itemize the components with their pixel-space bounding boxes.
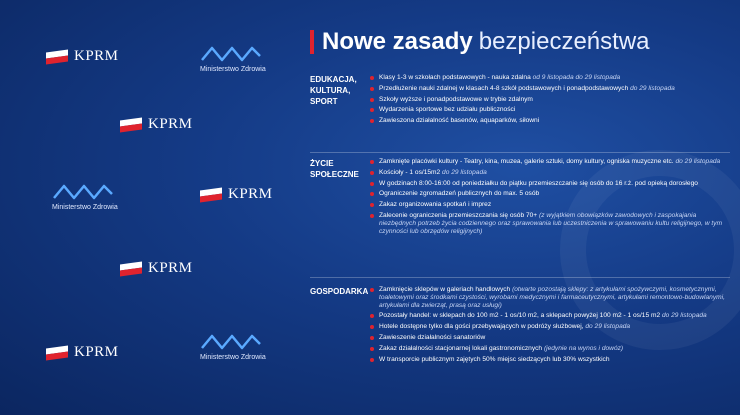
ministry-of-health-logo [52, 180, 118, 211]
list-item [370, 312, 730, 320]
item-highlight: od 9 listopada do 29 listopada [532, 74, 621, 81]
list-item [370, 85, 730, 93]
item-text: Pozostały handel: w sklepach do 100 m2 - 1 os/10 m2, a sklepach powyżej 100 m2 - 1 os/15 m2 [379, 312, 661, 320]
item-text: Zawieszona działalność basenów, aquaparków, siłowni [379, 117, 540, 125]
title-accent-bar [310, 30, 314, 54]
list-item [370, 212, 730, 235]
list-item [370, 117, 730, 125]
section-economy [310, 286, 730, 411]
section-label: EDUKACJA, KULTURA, SPORT [310, 75, 357, 106]
item-text: Zalecenie ograniczenia przemieszczania się osób 70+ [379, 211, 538, 219]
kprm-logo-text: KPRM [148, 116, 193, 132]
item-highlight: (otwarte pozostają sklepy: z artykułami spożywczymi, kosmetycznymi, toaletowymi oraz środkami czystości, wyrobami medycznymi i farmaceutycznymi, artykułami remontowo-budowlanymi, artykułami dla zwierząt, prasą oraz usługi) [379, 286, 725, 309]
item-highlight: do 29 listopada [675, 158, 721, 165]
item-text: Zamknięte placówki kultury - Teatry, kina, muzea, galerie sztuki, domy kultury, ogniska muzyczne etc. [379, 158, 674, 165]
kprm-logo [120, 116, 193, 133]
list-item [370, 286, 730, 309]
item-highlight: do 29 listopada [630, 84, 675, 92]
list-item [370, 74, 730, 82]
item-text: Klasy 1-3 w szkołach podstawowych - nauka zdalna [379, 74, 531, 81]
list-item [370, 190, 730, 198]
ministry-of-health-icon [200, 42, 262, 64]
polish-flag-icon [120, 261, 142, 276]
section-label: ŻYCIE SPOŁECZNE [310, 159, 359, 179]
title-light-part: bezpieczeństwa [478, 28, 650, 55]
section-label: GOSPODARKA [310, 287, 369, 296]
section-education-culture-sport [310, 74, 730, 152]
section-item-list [370, 286, 730, 366]
item-highlight: do 29 listopada [585, 323, 631, 331]
kprm-logo [46, 344, 119, 361]
list-item [370, 169, 730, 177]
ministry-of-health-logo [200, 330, 266, 361]
ministry-of-health-icon [52, 180, 114, 202]
section-social-life [310, 158, 730, 276]
section-divider [310, 277, 730, 278]
item-text: Ograniczenie zgromadzeń publicznych do max. 5 osób [379, 190, 540, 198]
kprm-logo-text: KPRM [228, 186, 273, 202]
item-text: Wydarzenia sportowe bez udziału publiczności [379, 106, 516, 114]
item-text: Hotele dostępne tylko dla gości przebywających w podróży służbowej, [379, 323, 584, 331]
polish-flag-icon [200, 187, 222, 202]
list-item [370, 180, 730, 188]
polish-flag-icon [120, 117, 142, 132]
list-item [370, 96, 730, 104]
kprm-logo-text: KPRM [74, 48, 119, 64]
item-text: W godzinach 8:00-16:00 od poniedziałku do piątku przemieszczanie się osób do 16 r.ż. pod opieką dorosłego [379, 179, 698, 187]
item-text: Zawieszenie działalności sanatoriów [379, 333, 486, 341]
title-bold-part: Nowe zasady [322, 28, 473, 55]
item-highlight: (z wyjątkiem obowiązków zawodowych i zaspokajania niezbędnych potrzeb życia codziennego oraz sprawowania lub uczestniczenia w sprawowaniu kultu religijnego, w tym czynności lub obrzędów religijnych) [379, 211, 723, 235]
item-text: Zakaz działalności stacjonarnej lokali gastronomicznych [379, 344, 543, 352]
section-item-list [370, 158, 730, 238]
section-divider [310, 152, 730, 153]
list-item [370, 158, 730, 166]
ministry-logo-text: Ministerstwo Zdrowia [52, 204, 118, 211]
kprm-logo [120, 260, 193, 277]
item-text: Przedłużenie nauki zdalnej w klasach 4-8 szkół podstawowych i ponadpodstawowych [379, 84, 629, 92]
polish-flag-icon [46, 345, 68, 360]
section-item-list [370, 74, 730, 128]
ministry-logo-text: Ministerstwo Zdrowia [200, 66, 266, 73]
item-highlight: do 29 listopada [661, 312, 707, 320]
page-title [310, 28, 650, 56]
kprm-logo-text: KPRM [148, 260, 193, 276]
list-item [370, 323, 730, 331]
kprm-logo [200, 186, 273, 203]
kprm-logo-text: KPRM [74, 344, 119, 360]
list-item [370, 106, 730, 114]
list-item [370, 201, 730, 209]
ministry-logo-text: Ministerstwo Zdrowia [200, 354, 266, 361]
kprm-logo [46, 48, 119, 65]
item-text: Zakaz organizowania spotkań i imprez [379, 201, 492, 209]
ministry-of-health-logo [200, 42, 266, 73]
list-item [370, 356, 730, 364]
item-highlight: (jedynie na wynos i dowóz) [543, 344, 624, 352]
polish-flag-icon [46, 49, 68, 64]
list-item [370, 334, 730, 342]
item-text: Szkoły wyższe i ponadpodstawowe w trybie zdalnym [379, 95, 533, 103]
item-text: Zamknięcie sklepów w galeriach handlowych [379, 286, 511, 293]
item-text: Kościoły - 1 os/15m2 [379, 168, 441, 176]
ministry-of-health-icon [200, 330, 262, 352]
item-text: W transporcie publicznym zajętych 50% miejsc siedzących lub 30% wszystkich [379, 355, 610, 363]
item-highlight: do 29 listopada [442, 168, 487, 176]
list-item [370, 345, 730, 353]
